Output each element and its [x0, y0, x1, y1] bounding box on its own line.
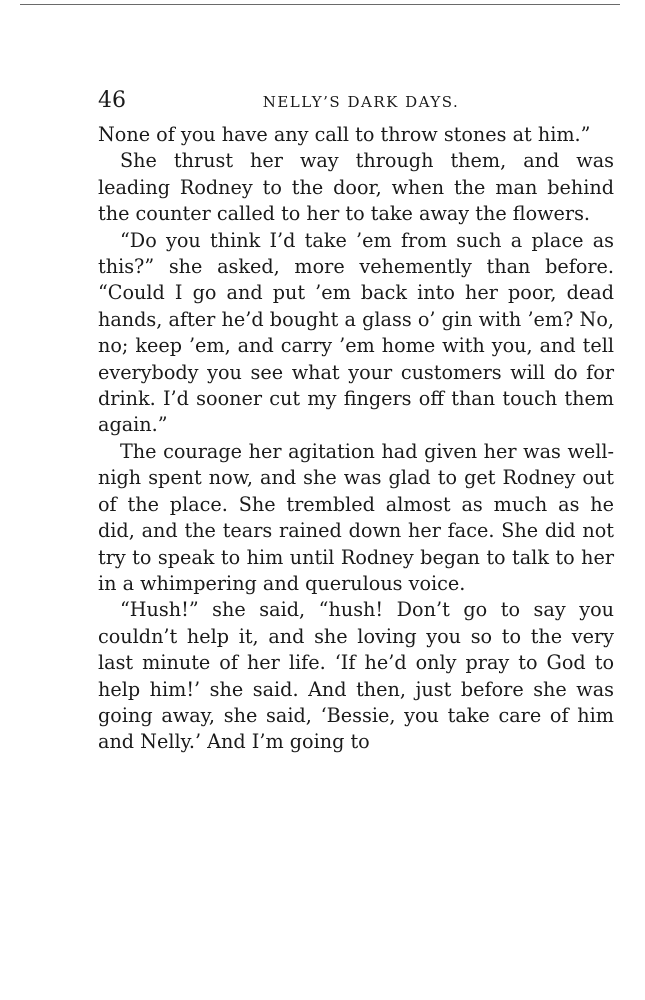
paragraph: She thrust her way through them, and was leading Rodney to the door, when the man behind the counter called to her to take away the flowers.	[98, 149, 614, 226]
paragraph: The courage her agitation had given her was well-nigh spent now, and she was glad to get Rodney out of the place. She trembled almost as much as he did, and the tears rained down her face. She did not try to speak to him until Rodney began to talk to her in a whimpering and querulous voice.	[98, 439, 614, 595]
running-title: NELLY’S DARK DAYS.	[262, 93, 460, 111]
page-number: 46	[98, 88, 126, 113]
paragraph-continued: None of you have any call to throw stones at him.”	[98, 123, 591, 146]
paragraph: “Do you think I’d take ’em from such a place as this?” she asked, more vehemently than before. “Could I go and put ’em back into her poor, dead hands, after he’d bought a glass o’ gin with ’em? No, no; keep ’em, and carry ’em home with you, and tell everybody you see what your customers will do for drink. I’d sooner cut my fingers off than touch them again.”	[98, 228, 614, 437]
book-page	[98, 86, 614, 756]
running-head	[98, 86, 614, 116]
top-rule	[20, 4, 620, 5]
paragraph: “Hush!” she said, “hush! Don’t go to say you couldn’t help it, and she loving you so to the very last minute of her life. ‘If he’d only pray to God to help him!’ she said. And then, just before she was going away, she said, ‘Bessie, you take care of him and Nelly.’ And I’m going to	[98, 598, 614, 754]
body-text	[98, 122, 614, 756]
